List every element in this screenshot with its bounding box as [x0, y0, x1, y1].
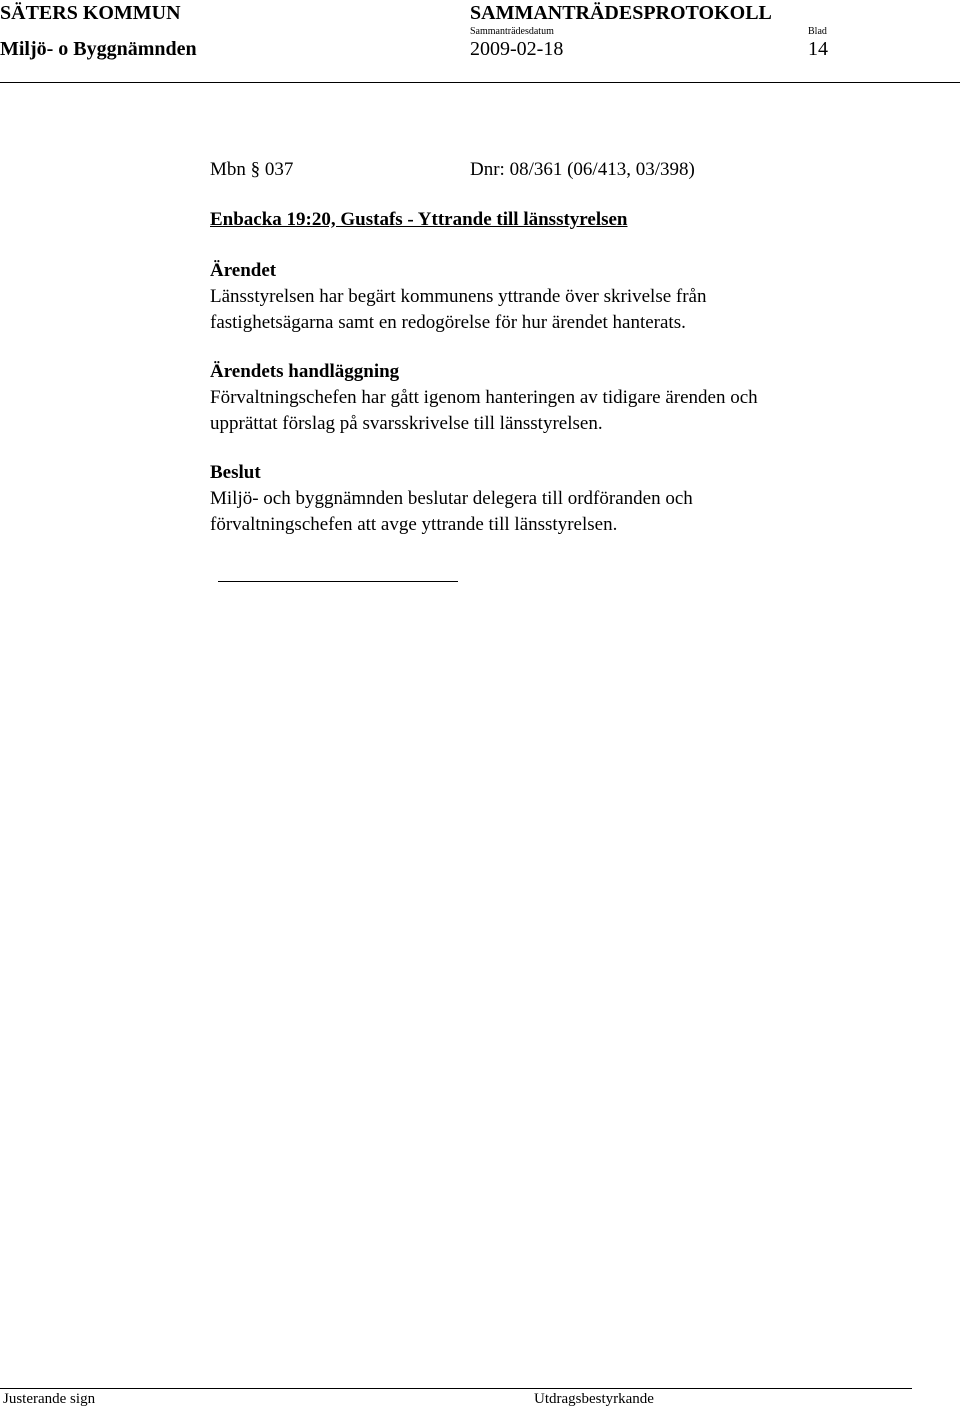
end-of-paragraph-line — [218, 581, 458, 582]
page-number: 14 — [808, 38, 828, 60]
document-type: SAMMANTRÄDESPROTOKOLL — [470, 2, 772, 24]
organization-name: SÄTERS KOMMUN — [0, 2, 181, 24]
meeting-date: 2009-02-18 — [470, 38, 564, 60]
paragraph-number: Mbn § 037 — [210, 159, 294, 180]
date-label: Sammanträdesdatum — [470, 26, 554, 37]
diary-number: Dnr: 08/361 (06/413, 03/398) — [470, 159, 695, 180]
header-divider — [0, 82, 960, 83]
section-line: upprättat förslag på svarsskrivelse till länsstyrelsen. — [210, 413, 603, 434]
footer-divider — [0, 1388, 912, 1389]
section-line: förvaltningschefen att avge yttrande till länsstyrelsen. — [210, 514, 618, 535]
section-heading: Ärendets handläggning — [210, 361, 400, 382]
section-line: fastighetsägarna samt en redogörelse för hur ärendet hanterats. — [210, 312, 686, 333]
section-heading: Beslut — [210, 462, 261, 483]
section-line: Förvaltningschefen har gått igenom hanteringen av tidigare ärenden och — [210, 387, 758, 408]
section-line: Miljö- och byggnämnden beslutar delegera till ordföranden och — [210, 488, 693, 509]
section-line: Länsstyrelsen har begärt kommunens yttrande över skrivelse från — [210, 286, 707, 307]
utdragsbestyrkande-label: Utdragsbestyrkande — [534, 1391, 654, 1407]
section-heading: Ärendet — [210, 260, 277, 281]
page-label: Blad — [808, 26, 827, 37]
justerande-sign-label: Justerande sign — [3, 1391, 96, 1407]
case-title: Enbacka 19:20, Gustafs - Yttrande till länsstyrelsen — [210, 209, 628, 230]
committee-name: Miljö- o Byggnämnden — [0, 38, 197, 60]
